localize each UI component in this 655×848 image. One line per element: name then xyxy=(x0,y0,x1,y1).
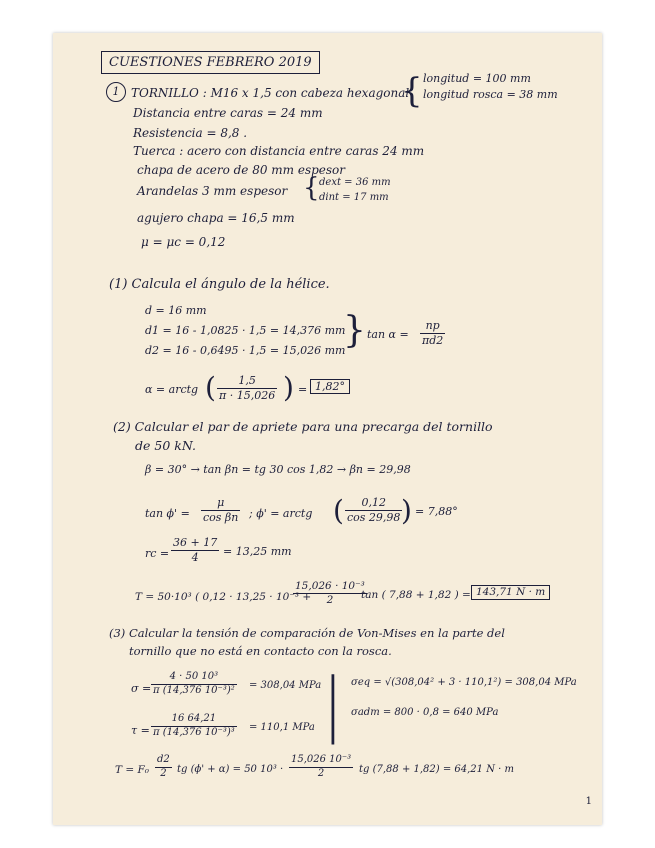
q3-von-mises: σeq = √(308,04² + 3 · 110,1²) = 308,04 MPa xyxy=(351,677,577,688)
across-flats: Distancia entre caras = 24 mm xyxy=(133,106,323,120)
q1-tan-num: np xyxy=(420,319,445,334)
q3-sigma-num: 4 · 50 10³ xyxy=(151,671,237,685)
q2-torque-num: 15,026 · 10⁻³ xyxy=(293,580,367,594)
page-title: CUESTIONES FEBRERO 2019 xyxy=(101,51,320,74)
nut-spec: Tuerca : acero con distancia entre caras 24 mm xyxy=(133,144,425,158)
q3-statement-1: (3) Calcular la tensión de comparación de Von-Mises en la parte del xyxy=(109,626,505,640)
q3-sigma-lhs: σ = xyxy=(131,682,152,695)
brace-q3: | xyxy=(327,663,339,745)
q3-torque-mid: tg (ϕ' + α) = 50 10³ · xyxy=(177,764,284,775)
q2-result: 143,71 N · m xyxy=(471,585,550,600)
q3-tau-num: 16 64,21 xyxy=(151,713,237,727)
q2-phi-num-2: 0,12 xyxy=(345,496,402,511)
q1-tan-den: πd2 xyxy=(422,333,444,347)
bolt-length: longitud = 100 mm xyxy=(423,72,531,85)
brace-washer: { xyxy=(303,173,320,203)
q2-paren-close: ) xyxy=(401,494,412,527)
q2-statement-1: (2) Calcular el par de apriete para una precarga del tornillo xyxy=(113,419,493,434)
page-number: 1 xyxy=(585,796,592,807)
q2-torque-lhs: T = 50·10³ ( 0,12 · 13,25 · 10⁻³ + xyxy=(135,591,312,603)
q1-alpha-fraction xyxy=(217,374,277,403)
q2-rc-num: 36 + 17 xyxy=(173,536,218,549)
q3-torque-fraction xyxy=(155,754,172,780)
q2-paren-open: ( xyxy=(333,494,344,527)
q3-sigma-den: π (14,376 10⁻³)² xyxy=(153,684,235,696)
q1-paren-close: ) xyxy=(283,371,294,404)
q2-phi-lhs: tan ϕ' = xyxy=(145,507,190,520)
q3-torque-den: 2 xyxy=(160,767,167,779)
q3-statement-2: tornillo que no está en contacto con la rosca. xyxy=(129,644,392,658)
q2-phi-mid: ; ϕ' = arctg xyxy=(249,507,313,520)
q2-rc-lhs: rc = xyxy=(145,547,170,560)
q3-tau-result: = 110,1 MPa xyxy=(249,722,315,733)
q3-sigma-result: = 308,04 MPa xyxy=(249,680,322,691)
q1-statement: (1) Calcula el ángulo de la hélice. xyxy=(109,277,330,292)
q3-sigma-fraction xyxy=(151,671,237,697)
washer-spec: Arandelas 3 mm espesor xyxy=(137,184,288,198)
q2-rc-den: 4 xyxy=(191,550,199,564)
q3-torque-num: d2 xyxy=(155,754,172,768)
q1-d2: d2 = 16 - 0,6495 · 1,5 = 15,026 mm xyxy=(145,344,346,357)
q3-torque-lhs: T = F₀ xyxy=(115,764,149,776)
q2-rc-result: = 13,25 mm xyxy=(223,545,292,558)
q2-torque-rest: tan ( 7,88 + 1,82 ) = xyxy=(361,589,471,601)
q2-phi-num: μ xyxy=(201,496,240,511)
q1-alpha-lhs: α = arctg xyxy=(145,383,199,396)
q1-d1: d1 = 16 - 1,0825 · 1,5 = 14,376 mm xyxy=(145,324,346,337)
q1-result: 1,82° xyxy=(310,379,350,394)
q2-rc-fraction xyxy=(171,536,219,565)
bolt-spec: TORNILLO : M16 x 1,5 con cabeza hexagonal xyxy=(131,86,410,100)
problem-number-badge: 1 xyxy=(106,82,126,102)
q2-torque-fraction xyxy=(293,580,367,607)
q1-paren-open: ( xyxy=(205,371,216,404)
plate-hole: agujero chapa = 16,5 mm xyxy=(137,211,295,225)
q3-torque-num-2: 15,026 10⁻³ xyxy=(289,754,353,768)
q3-torque-rest: tg (7,88 + 1,82) = 64,21 N · m xyxy=(359,764,514,775)
q3-tau-lhs: τ = xyxy=(131,724,150,737)
q1-alpha-eq: = xyxy=(298,383,308,396)
q1-alpha-num: 1,5 xyxy=(217,374,277,389)
q1-tan-lhs: tan α = xyxy=(367,328,409,341)
q2-phi-den-2: cos 29,98 xyxy=(347,510,401,524)
q1-alpha-den: π · 15,026 xyxy=(219,388,276,402)
q2-phi-result: = 7,88° xyxy=(415,505,458,518)
washer-dext: dext = 36 mm xyxy=(319,177,391,188)
q2-phi-fraction-2 xyxy=(345,496,402,525)
plate-spec: chapa de acero de 80 mm espesor xyxy=(137,163,346,177)
paper-sheet xyxy=(53,33,602,825)
q2-phi-fraction xyxy=(201,496,240,525)
bolt-grade: Resistencia = 8,8 . xyxy=(133,126,248,140)
washer-dint: dint = 17 mm xyxy=(319,192,389,203)
q2-phi-den: cos βn xyxy=(203,510,239,524)
friction-coefficient: μ = μc = 0,12 xyxy=(141,235,226,249)
q3-tau-fraction xyxy=(151,713,237,739)
q3-torque-den-2: 2 xyxy=(317,767,325,779)
q2-beta: β = 30° → tan βn = tg 30 cos 1,82 → βn = 29,98 xyxy=(145,463,411,476)
q3-torque-fraction-2 xyxy=(289,754,353,780)
q3-allowable: σadm = 800 · 0,8 = 640 MPa xyxy=(351,707,499,718)
thread-length: longitud rosca = 38 mm xyxy=(423,88,558,101)
brace-length: { xyxy=(401,71,423,111)
q1-d: d = 16 mm xyxy=(145,304,207,317)
q1-tan-fraction xyxy=(420,319,445,348)
q2-statement-2: de 50 kN. xyxy=(135,438,196,453)
q2-torque-den: 2 xyxy=(326,594,334,607)
q3-tau-den: π (14,376 10⁻³)³ xyxy=(153,726,235,738)
brace-q1: } xyxy=(343,310,366,351)
